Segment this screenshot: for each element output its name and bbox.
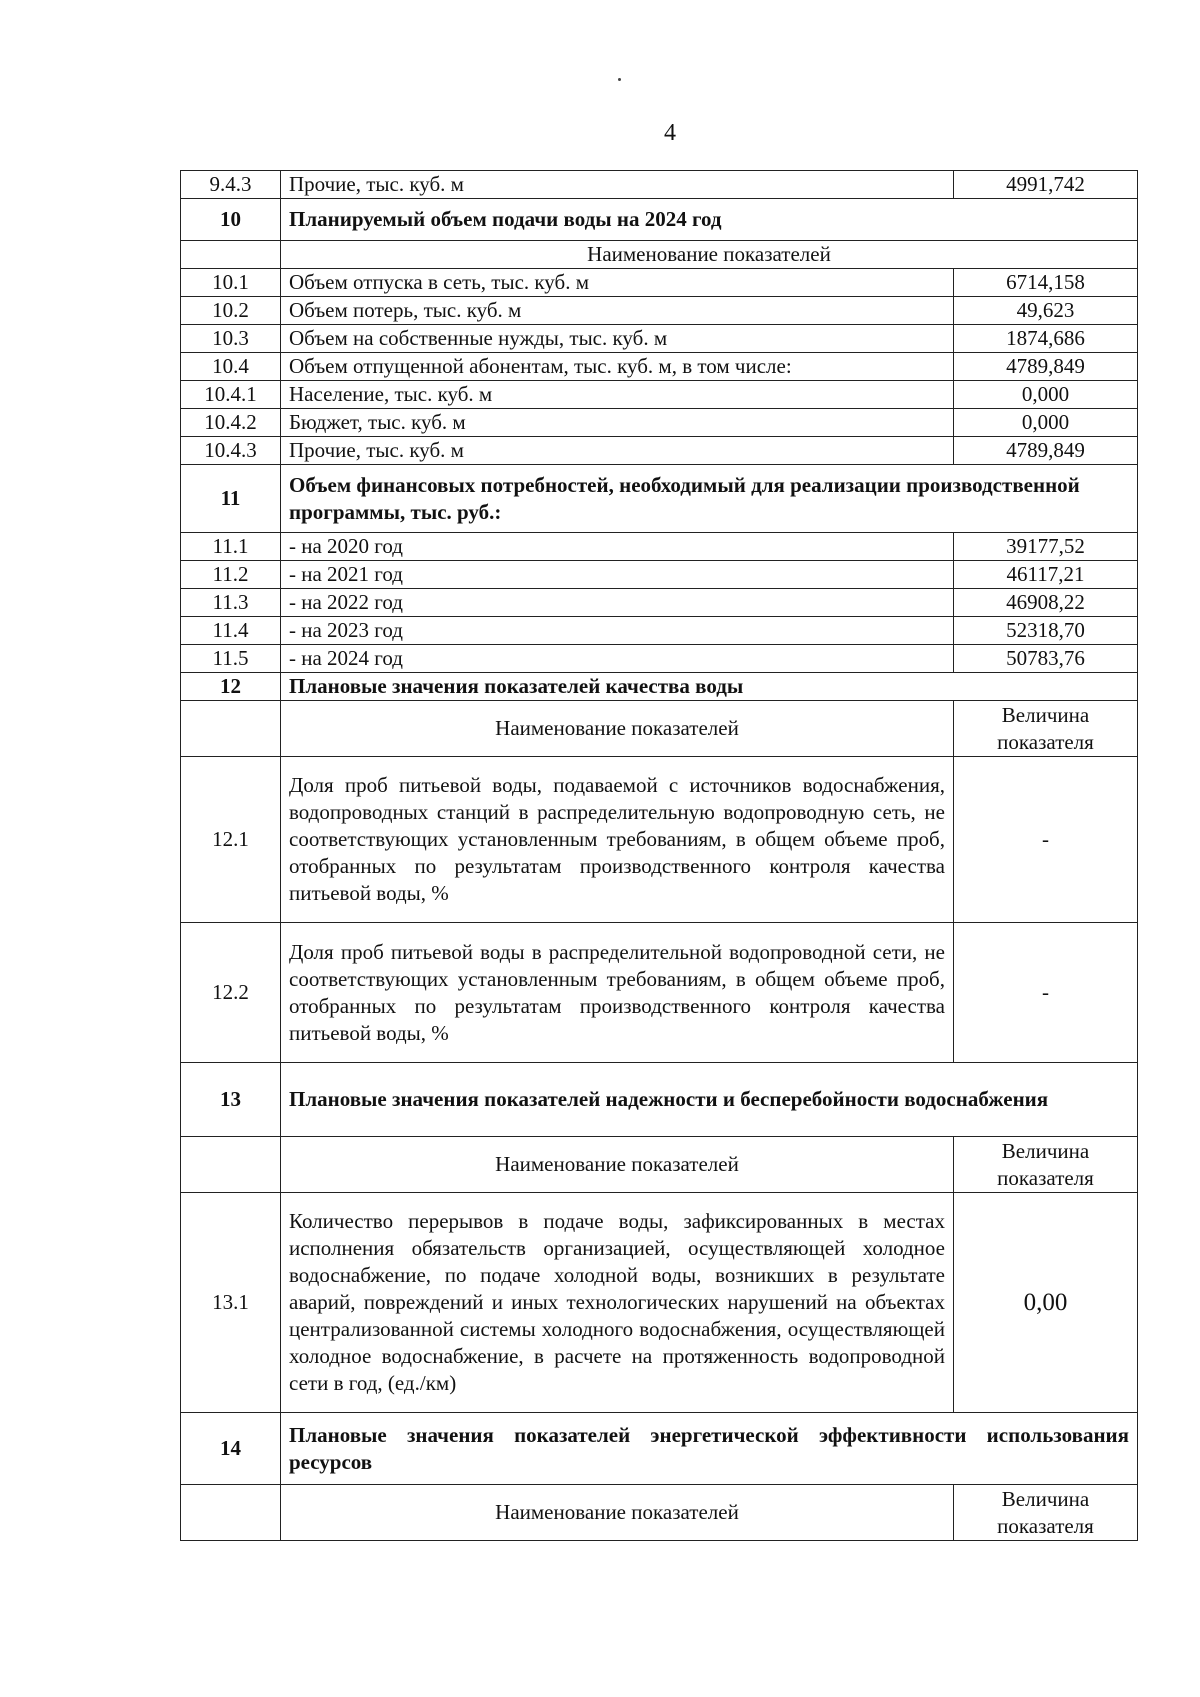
table-row (181, 297, 1138, 325)
row-number: 12.1 (181, 757, 281, 923)
table-row (181, 409, 1138, 437)
table-row (181, 381, 1138, 409)
row-number: 10.2 (181, 297, 281, 325)
row-number: 11.1 (181, 533, 281, 561)
row-value: 0,000 (954, 409, 1138, 437)
header-row (181, 701, 1138, 757)
section-row (181, 1413, 1138, 1485)
row-number: 11.5 (181, 645, 281, 673)
row-value: 46117,21 (954, 561, 1138, 589)
row-name: Прочие, тыс. куб. м (281, 437, 954, 465)
row-number: 10.3 (181, 325, 281, 353)
table-row (181, 353, 1138, 381)
row-name: Доля проб питьевой воды в распределительной водопроводной сети, не соответствующих установленным требованиям, в общем объеме проб, отобранных по результатам производственного контроля качества питьевой воды, % (281, 923, 954, 1063)
table-row (181, 923, 1138, 1063)
row-name: Объем отпущенной абонентам, тыс. куб. м, в том числе: (281, 353, 954, 381)
section-title: Плановые значения показателей надежности и бесперебойности водоснабжения (281, 1063, 1138, 1137)
section-number: 12 (181, 673, 281, 701)
row-value: - (954, 757, 1138, 923)
row-number: 10.4.3 (181, 437, 281, 465)
row-value: 1874,686 (954, 325, 1138, 353)
section-title: Плановые значения показателей энергетической эффективности использования ресурсов (281, 1413, 1138, 1485)
row-name: Доля проб питьевой воды, подаваемой с источников водоснабжения, водопроводных станций в распределительную водопроводную сеть, не соответствующих установленным требованиям, в общем объеме проб, отобранных по результатам производственного контроля качества питьевой воды, % (281, 757, 954, 923)
row-value: - (954, 923, 1138, 1063)
row-value: 39177,52 (954, 533, 1138, 561)
row-number: 12.2 (181, 923, 281, 1063)
section-number: 10 (181, 199, 281, 241)
row-name: Объем на собственные нужды, тыс. куб. м (281, 325, 954, 353)
column-header-name: Наименование показателей (281, 701, 954, 757)
row-number: 13.1 (181, 1193, 281, 1413)
table-row (181, 325, 1138, 353)
empty-cell (181, 1137, 281, 1193)
empty-cell (181, 701, 281, 757)
row-value: 4789,849 (954, 437, 1138, 465)
row-value: 0,000 (954, 381, 1138, 409)
section-number: 13 (181, 1063, 281, 1137)
row-name: - на 2021 год (281, 561, 954, 589)
section-title: Объем финансовых потребностей, необходимый для реализации производственной программы, тыс. руб.: (281, 465, 1138, 533)
row-name: Объем отпуска в сеть, тыс. куб. м (281, 269, 954, 297)
row-name: Количество перерывов в подаче воды, зафиксированных в местах исполнения обязательств организацией, осуществляющей холодное водоснабжение, по подаче холодной воды, возникших в результате аварий, повреждений и иных технологических нарушений на объектах централизованной системы холодного водоснабжения, осуществляющей холодное водоснабжение, в расчете на протяженность водопроводной сети в год, (ед./км) (281, 1193, 954, 1413)
column-header-value: Величина показателя (954, 1137, 1138, 1193)
row-name: Прочие, тыс. куб. м (281, 171, 954, 199)
header-row (181, 241, 1138, 269)
row-number: 11.3 (181, 589, 281, 617)
column-header-name: Наименование показателей (281, 1137, 954, 1193)
row-name: - на 2024 год (281, 645, 954, 673)
section-row (181, 673, 1138, 701)
row-number: 11.2 (181, 561, 281, 589)
row-name: Бюджет, тыс. куб. м (281, 409, 954, 437)
row-number: 10.4 (181, 353, 281, 381)
table-row (181, 533, 1138, 561)
row-name: Объем потерь, тыс. куб. м (281, 297, 954, 325)
table-row (181, 171, 1138, 199)
table-row (181, 269, 1138, 297)
indicators-table (180, 170, 1138, 1541)
row-name: - на 2023 год (281, 617, 954, 645)
header-row (181, 1485, 1138, 1541)
empty-cell (181, 1485, 281, 1541)
column-header-name: Наименование показателей (281, 241, 1138, 269)
table-row (181, 645, 1138, 673)
scan-speck (618, 78, 621, 81)
section-title: Плановые значения показателей качества воды (281, 673, 1138, 701)
row-value: 46908,22 (954, 589, 1138, 617)
section-number: 14 (181, 1413, 281, 1485)
table-row (181, 437, 1138, 465)
header-row (181, 1137, 1138, 1193)
section-number: 11 (181, 465, 281, 533)
row-number: 11.4 (181, 617, 281, 645)
section-title: Планируемый объем подачи воды на 2024 год (281, 199, 1138, 241)
row-value: 52318,70 (954, 617, 1138, 645)
row-name: - на 2020 год (281, 533, 954, 561)
row-value: 0,00 (954, 1193, 1138, 1413)
column-header-value: Величина показателя (954, 1485, 1138, 1541)
row-value: 4789,849 (954, 353, 1138, 381)
table-row (181, 617, 1138, 645)
row-name: Население, тыс. куб. м (281, 381, 954, 409)
row-number: 10.4.1 (181, 381, 281, 409)
column-header-name: Наименование показателей (281, 1485, 954, 1541)
page-number: 4 (664, 120, 676, 146)
row-number: 10.4.2 (181, 409, 281, 437)
row-number: 10.1 (181, 269, 281, 297)
row-value: 4991,742 (954, 171, 1138, 199)
table-row (181, 561, 1138, 589)
section-row (181, 199, 1138, 241)
table-row (181, 757, 1138, 923)
empty-cell (181, 241, 281, 269)
row-value: 49,623 (954, 297, 1138, 325)
table-row (181, 589, 1138, 617)
row-value: 6714,158 (954, 269, 1138, 297)
column-header-value: Величина показателя (954, 701, 1138, 757)
row-value: 50783,76 (954, 645, 1138, 673)
section-row (181, 1063, 1138, 1137)
section-row (181, 465, 1138, 533)
row-number: 9.4.3 (181, 171, 281, 199)
row-name: - на 2022 год (281, 589, 954, 617)
table-row (181, 1193, 1138, 1413)
